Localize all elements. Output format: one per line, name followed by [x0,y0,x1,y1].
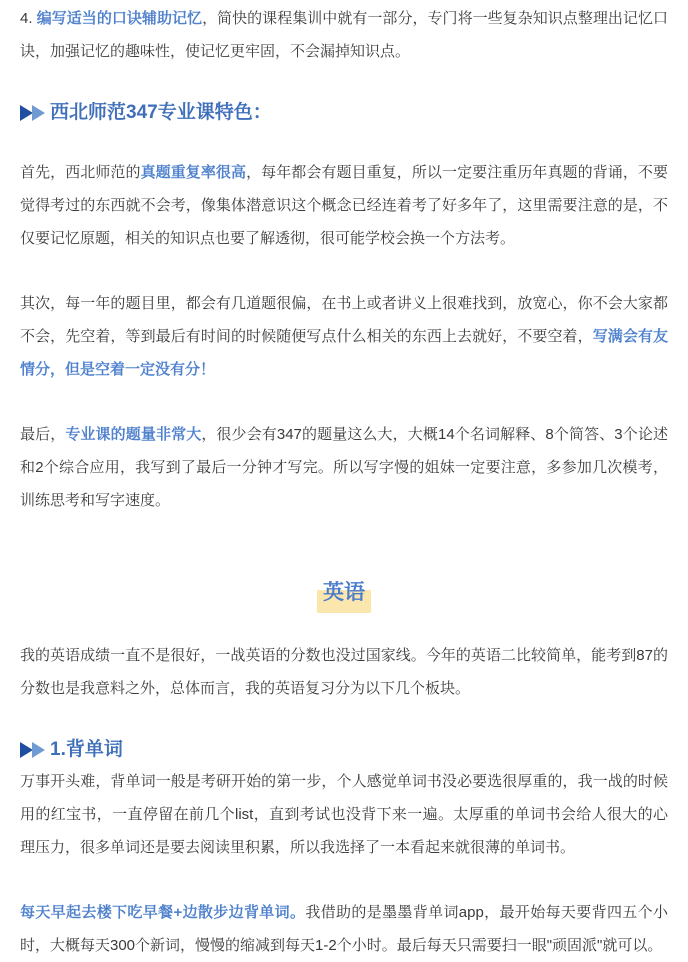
arrow-light-triangle [32,105,45,121]
section-heading-vocab [20,737,668,763]
section-title-english [20,579,668,613]
list-number: 4. [20,10,37,27]
paragraph-odd-questions [20,287,668,386]
paragraph-text: ，简快的课程集训中就有一部分，专门将一些复杂知识点整理出记忆口诀，加强记忆的趣味性，使记忆更牢固，不会漏掉知识点。 [20,10,668,60]
routine-emphasis: 每天早起去楼下吃早餐+边散步边背单词。 [20,904,306,921]
paragraph-text: 首先，西北师范的 [20,164,141,181]
title-text: 英语 [323,581,365,604]
paragraph-text: 万事开头难，背单词一般是考研开始的第一步，个人感觉单词书没必要选很厚重的，我一战的时候用的红宝书，一直停留在前几个list，直到考试也没背下来一遍。太厚重的单词书会给人很大的心理压力，很多单词还是要去阅读里积累，所以我选择了一本看起来就很薄的单词书。 [20,773,668,856]
heading-text: 1.背单词 [50,739,123,760]
paragraph-text: ，每年都会有题目重复，所以一定要注重历年真题的背诵，不要觉得考过的东西就不会考，像集体潜意识这个概念已经连着考了好多年了，这里需要注意的是，不仅要记忆原题，相关的知识点也要了解透彻，很可能学校会换一个方法考。 [20,164,668,247]
arrow-dark-triangle [20,105,33,121]
heading-text: 西北师范347专业课特色： [50,102,272,123]
paragraph-english-intro [20,639,668,705]
title-highlight [317,579,371,613]
section-heading-course [20,100,668,126]
arrow-light-triangle [32,742,45,758]
paragraph-text: 最后， [20,426,66,443]
paragraph-exam-repeat [20,156,668,255]
double-arrow-icon [20,742,45,758]
mnemonic-emphasis: 编写适当的口诀辅助记忆 [36,10,203,27]
paragraph-text: 我借助的是墨墨背单词app，最开始每天要背四五个小时，大概每天300个新词，慢慢的缩减到每天1-2个小时。最后每天只需要扫一眼"顽固派"就可以。 [20,904,668,954]
paragraph-text: ，很少会有347的题量这么大，大概14个名词解释、8个简答、3个论述和2个综合应用，我写到了最后一分钟才写完。所以写字慢的姐妹一定要注意，多参加几次模考，训练思考和写字速度。 [20,426,668,509]
paragraph-mnemonic [20,2,668,68]
paragraph-text: 其次，每一年的题目里，都会有几道题很偏，在书上或者讲义上很难找到，放宽心，你不会大家都不会，先空着，等到最后有时间的时候随便写点什么相关的东西上去就好，不要空着， [20,295,668,345]
arrow-dark-triangle [20,742,33,758]
fill-answers-emphasis: 写满会有友情分，但是空着一定没有分！ [20,328,668,378]
repeat-rate-emphasis: 真题重复率很高 [140,164,247,181]
paragraph-text: 我的英语成绩一直不是很好，一战英语的分数也没过国家线。今年的英语二比较简单，能考到87的分数也是我意料之外，总体而言，我的英语复习分为以下几个板块。 [20,647,668,697]
paragraph-vocab-routine [20,896,668,962]
paragraph-vocab-books [20,765,668,864]
paragraph-question-volume [20,418,668,517]
double-arrow-icon [20,105,45,121]
volume-emphasis: 专业课的题量非常大 [65,426,202,443]
